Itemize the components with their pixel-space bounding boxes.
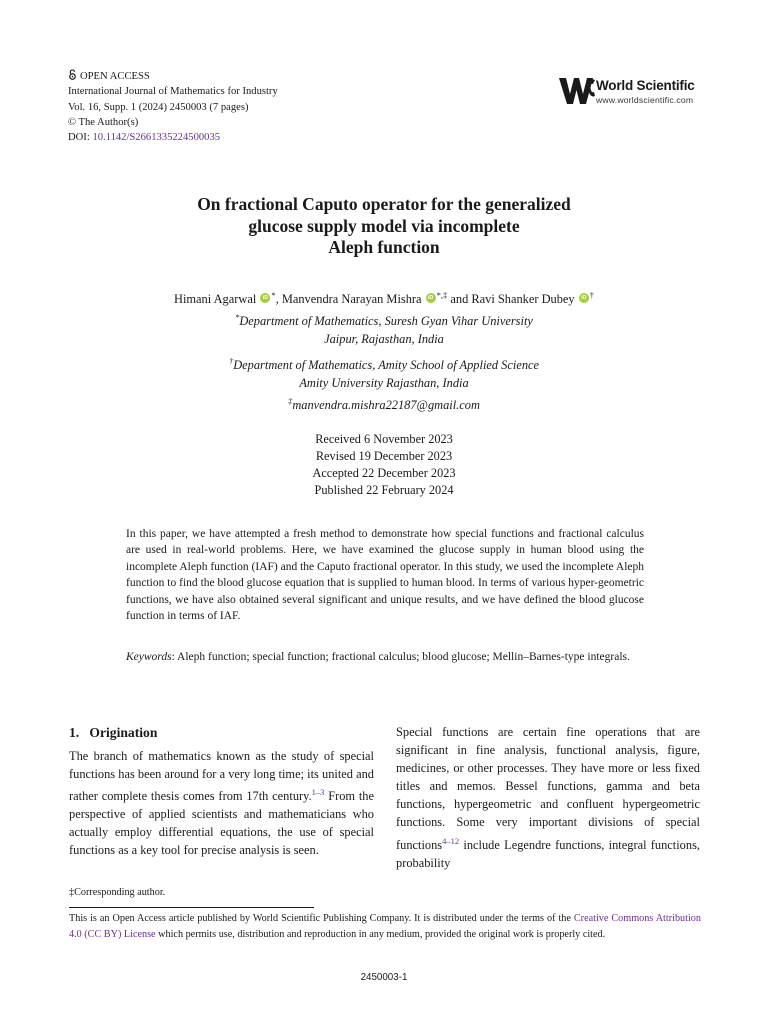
author-2-mark: *,‡ [436,290,448,300]
journal-volume: Vol. 16, Supp. 1 (2024) 2450003 (7 pages) [68,101,249,113]
date-revised: Revised 19 December 2023 [315,449,453,463]
license-text-2: which permits use, distribution and reproduction in any medium, provided the original work is properly cited. [155,928,606,940]
title-line-2: glucose supply model via incomplete [248,215,520,236]
date-received: Received 6 November 2023 [315,432,453,446]
open-access-line [68,69,278,84]
author-3-mark: † [589,290,594,300]
keywords-text: : Aleph function; special function; fractional calculus; blood glucose; Mellin–Barnes-type integrals. [171,651,630,663]
doi-link[interactable]: 10.1142/S2661335224500035 [92,132,221,144]
orcid-icon[interactable] [426,293,436,303]
doi-label: DOI: [68,132,90,144]
body-column-right [396,723,700,872]
date-published: Published 22 February 2024 [314,483,454,497]
right-paragraph-part-1: Special functions are certain fine operations that are significant in fine analysis, functional analysis, figure, medicines, or other processes. They have more or less fixed titles and memos. Bessel functions, gamma and beta functions, hypergeometric and confluent hypergeometric functions. Some very important divisions of special functions [396,725,700,852]
abstract: In this paper, we have attempted a fresh method to demonstrate how special functions and fractional calculus are used in real-world problems. Here, we have examined the glucose supply in human blood using the incomplete Aleph function (IAF) and the Caputo fractional operator. In this study, we used the incomplete Aleph function to find the blood glucose equation that is supplied to human blood. In terms of various hyper-geometric functions, we have also obtained several significant and unique results, and we have defined the blood glucose function in terms of IAF. [126,528,644,623]
date-accepted: Accepted 22 December 2023 [312,466,456,480]
journal-name: International Journal of Mathematics for Industry [68,86,278,98]
publication-dates [0,431,768,499]
email-mark: ‡ [288,396,293,406]
license-link[interactable]: Creative Commons Attribution 4.0 (CC BY) License [69,913,701,940]
affiliation-2-line-1: Department of Mathematics, Amity School of Applied Science [233,358,540,372]
copyright-line: © The Author(s) [68,116,139,128]
section-heading [69,725,157,741]
title-line-1: On fractional Caputo operator for the generalized [197,194,571,214]
paper-title [0,194,768,259]
right-paragraph-part-2: include Legendre functions, integral functions, probability [396,837,700,870]
author-connector: and [450,292,469,306]
publisher-name: World Scientific [596,78,695,93]
orcid-icon[interactable] [579,293,589,303]
body-column-left [69,747,374,860]
email-address[interactable]: manvendra.mishra22187@gmail.com [292,398,480,412]
license-text-1: This is an Open Access article published by World Scientific Publishing Company. It is distributed under the terms of the [69,913,574,924]
open-access-label: OPEN ACCESS [80,71,150,82]
license-notice [69,911,701,942]
citation-1-3[interactable]: 1–3 [311,787,325,798]
affiliation-1 [0,308,768,330]
author-block [0,286,768,414]
author-2-name: Manvendra Narayan Mishra [281,292,422,306]
corresponding-email [0,392,768,414]
keywords [126,649,644,665]
open-access-icon [68,69,77,80]
affiliation-2-location: Amity University Rajasthan, India [299,376,469,390]
affiliation-1-line-1: Department of Mathematics, Suresh Gyan Vihar University [239,314,533,328]
journal-header [68,69,278,145]
affiliation-2-mark: † [228,356,234,366]
author-3-name: Ravi Shanker Dubey [471,292,575,306]
footnote-divider [69,907,314,908]
affiliation-1-mark: * [235,312,240,322]
author-1-name: Himani Agarwal [174,292,257,306]
affiliation-2 [0,352,768,374]
section-title: Origination [89,725,158,740]
orcid-icon[interactable] [260,293,270,303]
title-line-3: Aleph function [328,237,440,257]
affiliation-1-location: Jaipur, Rajasthan, India [324,332,444,346]
doi-line [68,130,278,145]
left-paragraph-part-1: The branch of mathematics known as the study of special functions has been around for a very long time; its united and rather complete thesis comes from 17th century. [69,749,374,804]
author-list: Himani Agarwal iD *, Manvendra Narayan Mishra iD *,‡ and Ravi Shanker Dubey iD † [0,286,768,308]
section-number: 1. [69,725,80,740]
publisher-url: www.worldscientific.com [596,95,694,105]
keywords-label: Keywords [126,651,172,663]
page-number: 2450003-1 [360,972,408,983]
corresponding-author-note: ‡Corresponding author. [69,887,166,898]
citation-4-12[interactable]: 4–12 [442,835,460,846]
left-paragraph-part-2: From the perspective of applied scientists and mathematicians who actually employ differential equations, the use of special functions as a key tool for precise analysis is seen. [69,789,375,858]
author-1-mark: * [271,290,276,300]
